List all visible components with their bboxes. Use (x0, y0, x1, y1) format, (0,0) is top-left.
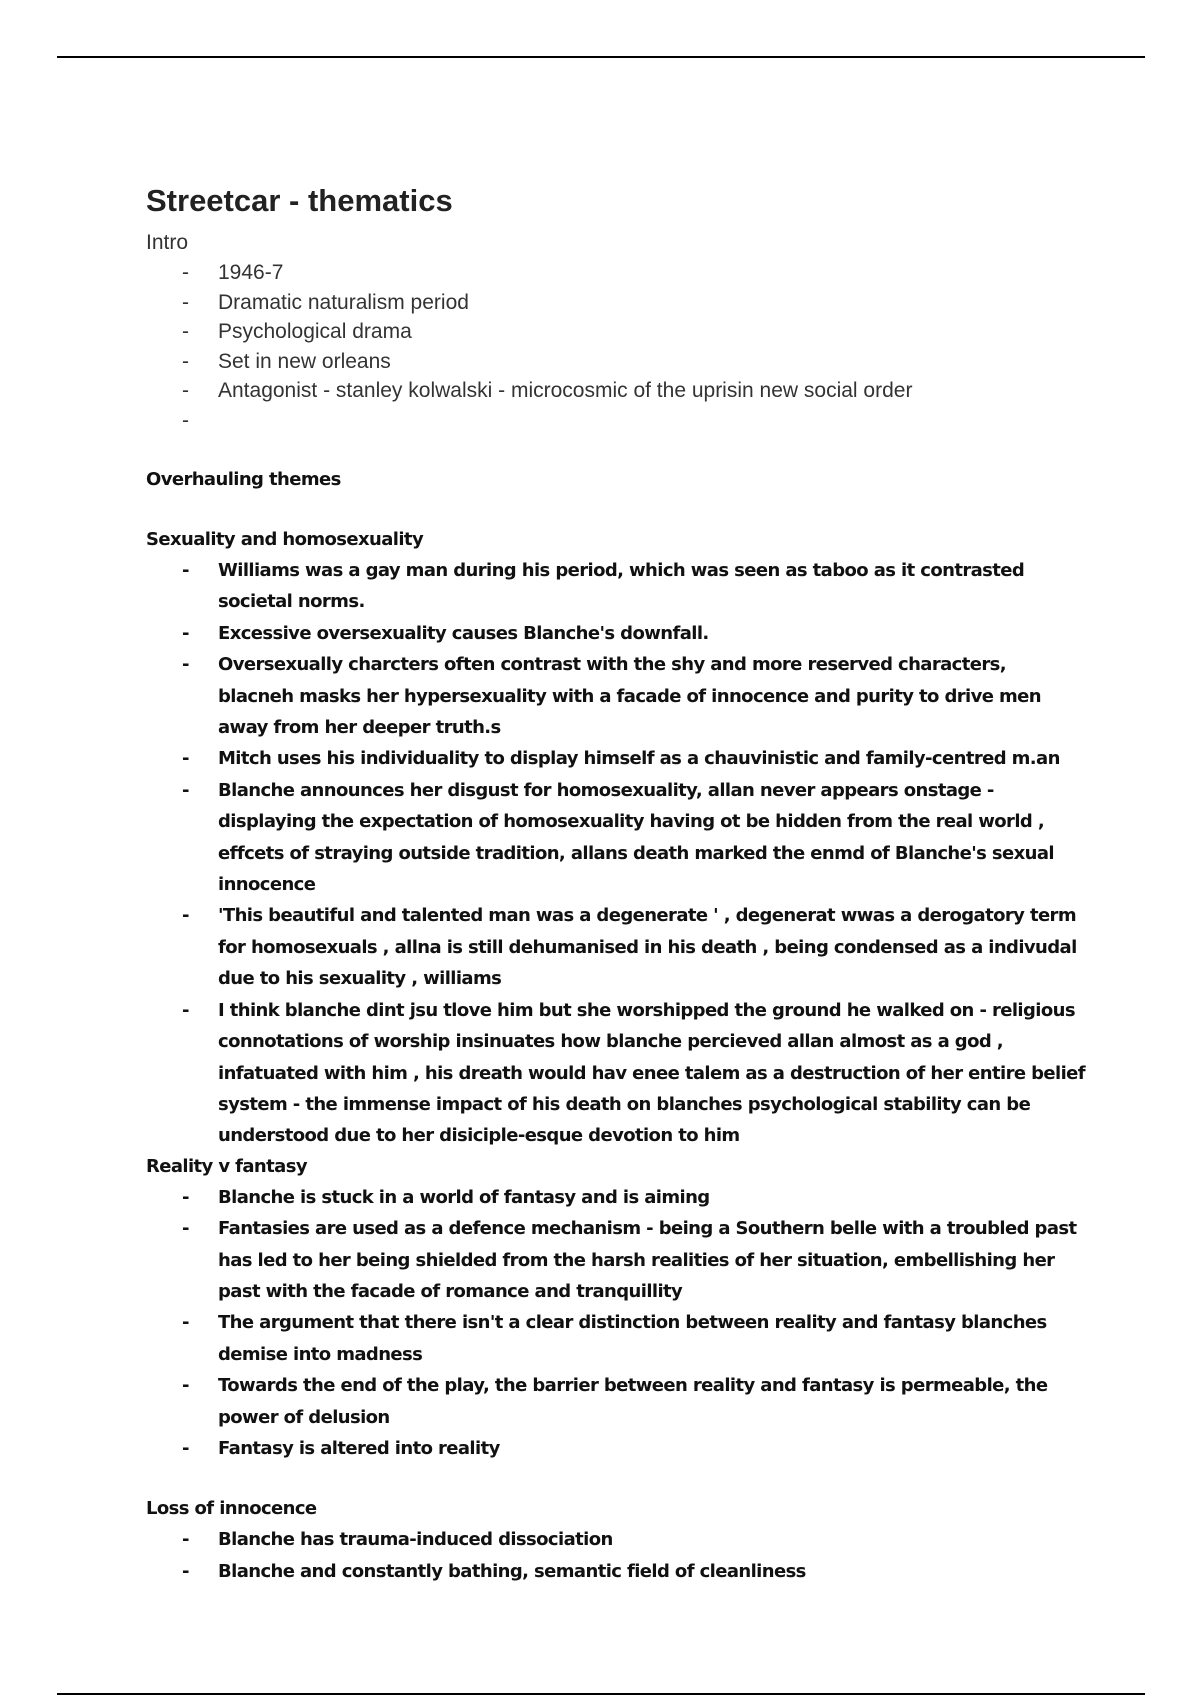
list-item (146, 1307, 1086, 1370)
list-item (146, 1433, 1086, 1464)
list-item-text: Williams was a gay man during his period, which was seen as taboo as it contrasted societal norms. (218, 560, 1025, 613)
bullet-dash: - (182, 905, 189, 927)
spacer (146, 435, 1086, 465)
intro-heading: Intro (146, 231, 189, 254)
list-item-text: I think blanche dint jsu tlove him but she worshipped the ground he walked on - religious connotations of worship insinuates how blanche percieved allan almost as a god , infatuated with him , his dreath would hav enee talem as a destruction of her entire belief system - the immense impact of his death on blanches psychological stability can be understood due to her disiciple-esque devotion to him (218, 999, 1085, 1147)
bullet-dash: - (182, 1437, 189, 1459)
list-item (146, 1213, 1086, 1307)
list-item (146, 376, 1086, 406)
list-item (146, 995, 1086, 1152)
bullet-dash: - (182, 999, 189, 1021)
list-item-text: Blanche is stuck in a world of fantasy and is aiming (218, 1186, 710, 1208)
document-body (146, 180, 1086, 1587)
header-rule (57, 56, 1145, 58)
footer-rule (57, 1693, 1145, 1695)
list-item (146, 1524, 1086, 1555)
bullet-dash: - (182, 1375, 189, 1397)
innocence-heading: Loss of innocence (146, 1498, 317, 1520)
bullet-dash: - (182, 779, 189, 801)
list-item-text: Fantasies are used as a defence mechanism - being a Southern belle with a troubled past has led to her being shielded from the harsh realities of her situation, embellishing her past with the facade of romance and tranquillity (218, 1218, 1077, 1302)
bullet-dash: - (182, 748, 189, 770)
list-item-text: Fantasy is altered into reality (218, 1437, 500, 1459)
list-item-text: Blanche has trauma-induced dissociation (218, 1529, 613, 1551)
bullet-dash: - (182, 290, 189, 314)
reality-list (146, 1182, 1086, 1465)
intro-list (146, 258, 1086, 435)
list-item (146, 1370, 1086, 1433)
list-item (146, 743, 1086, 774)
list-item (146, 900, 1086, 994)
spacer (146, 495, 1086, 525)
bullet-dash: - (182, 1218, 189, 1240)
bullet-dash: - (182, 1529, 189, 1551)
bullet-dash: - (182, 622, 189, 644)
list-item-text: Dramatic naturalism period (218, 290, 469, 314)
list-item (146, 1182, 1086, 1213)
bullet-dash: - (182, 408, 189, 432)
list-item (146, 288, 1086, 318)
list-item (146, 775, 1086, 901)
list-item (146, 347, 1086, 377)
list-item-text: Antagonist - stanley kolwalski - microcosmic of the uprisin new social order (218, 379, 913, 402)
list-item (146, 649, 1086, 743)
list-item (146, 258, 1086, 288)
spacer (146, 1464, 1086, 1494)
list-item-empty (146, 406, 1086, 436)
overhauling-heading: Overhauling themes (146, 469, 341, 490)
list-item-text: Oversexually charcters often contrast with the shy and more reserved characters, blacneh masks her hypersexuality with a facade of innocence and purity to drive men away from her deeper truth.s (218, 654, 1041, 739)
bullet-dash: - (182, 1186, 189, 1208)
bullet-dash: - (182, 261, 189, 284)
list-item-text: The argument that there isn't a clear distinction between reality and fantasy blanches demise into madness (218, 1312, 1047, 1365)
bullet-dash: - (182, 1312, 189, 1334)
bullet-dash: - (182, 349, 189, 373)
list-item-text: Set in new orleans (218, 349, 391, 373)
bullet-dash: - (182, 1560, 189, 1582)
bullet-dash: - (182, 560, 189, 581)
list-item-text: 'This beautiful and talented man was a degenerate ' , degenerat wwas a derogatory term for homosexuals , allna is still dehumanised in his death , being condensed as a indivudal due to his sexuality , williams (218, 905, 1077, 990)
bullet-dash: - (182, 379, 189, 402)
list-item (146, 555, 1086, 618)
bullet-dash: - (182, 320, 189, 343)
reality-heading: Reality v fantasy (146, 1155, 307, 1177)
list-item-text: Psychological drama (218, 320, 412, 343)
list-item-text: Mitch uses his individuality to display himself as a chauvinistic and family-centred m.an (218, 748, 1060, 770)
list-item-text: Blanche and constantly bathing, semantic field of cleanliness (218, 1560, 806, 1582)
list-item (146, 317, 1086, 347)
bullet-dash: - (182, 654, 189, 676)
page-title: Streetcar - thematics (146, 183, 453, 218)
list-item-text: Blanche announces her disgust for homosexuality, allan never appears onstage - displaying the expectation of homosexuality having ot be hidden from the real world , effcets of straying outside tradition, allans death marked the enmd of Blanche's sexual innocence (218, 779, 1054, 896)
list-item-text: Towards the end of the play, the barrier between reality and fantasy is permeable, the power of delusion (218, 1375, 1048, 1428)
sexuality-heading: Sexuality and homosexuality (146, 529, 424, 550)
sexuality-list (146, 555, 1086, 1152)
list-item (146, 1556, 1086, 1587)
list-item-text: Excessive oversexuality causes Blanche's downfall. (218, 622, 709, 644)
list-item (146, 618, 1086, 649)
innocence-list (146, 1524, 1086, 1587)
list-item-text: 1946-7 (218, 261, 284, 284)
